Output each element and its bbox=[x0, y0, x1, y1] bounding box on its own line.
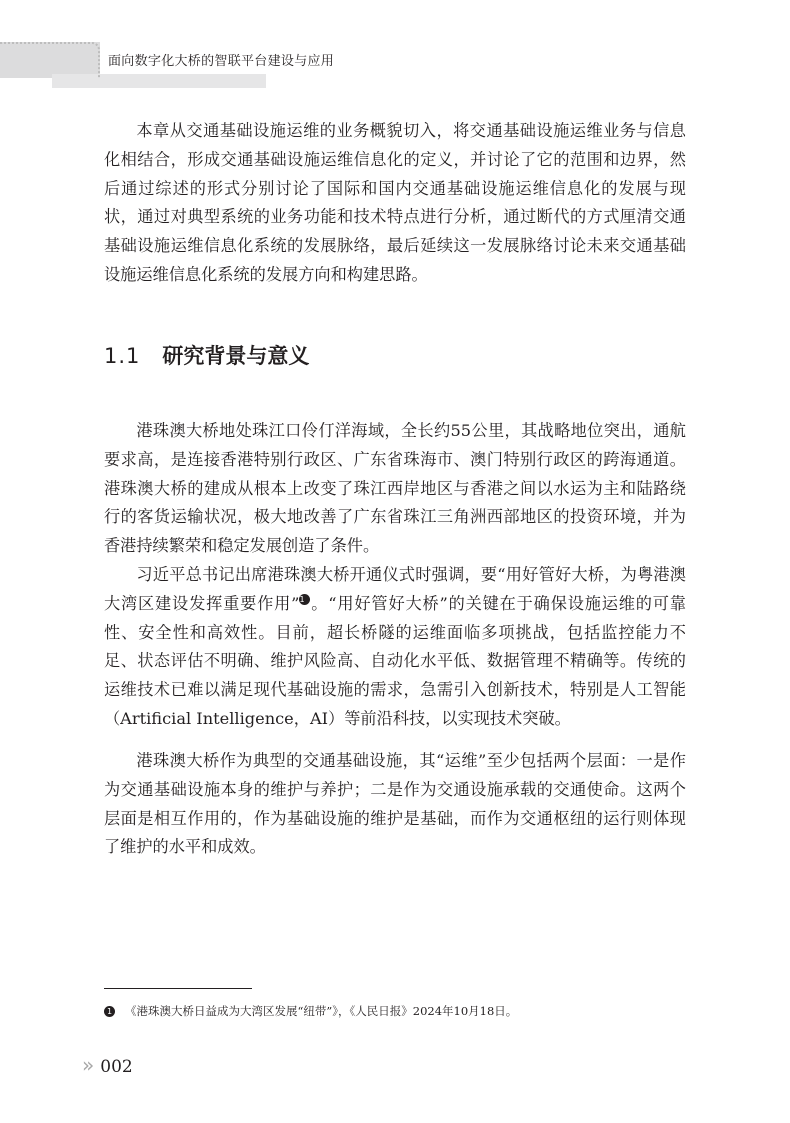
running-head: 面向数字化大桥的智联平台建设与应用 bbox=[108, 54, 335, 69]
page-number: 002 bbox=[100, 1057, 133, 1077]
footnote-marker: 1 bbox=[104, 1006, 115, 1017]
intro-paragraph: 本章从交通基础设施运维的业务概貌切入，将交通基础设施运维业务与信息化相结合，形成交通基础设施运维信息化的定义，并讨论了它的范围和边界，然后通过综述的形式分别讨论了国际和国内交通基础设施运维信息化的发展与现状，通过对典型系统的业务功能和技术特点进行分析，通过断代的方式厘清交通基础设施运维信息化系统的发展脉络，最后延续这一发展脉络讨论未来交通基础设施运维信息化系统的发展方向和构建思路。 bbox=[104, 121, 686, 284]
section-title: 研究背景与意义 bbox=[162, 344, 310, 368]
section-number: 1.1 bbox=[104, 344, 141, 368]
paragraph-2-text-a: 习近平总书记出席港珠澳大桥开通仪式时强调，要“用好管好大桥，为粤港澳大湾区建设发挥重要作用” bbox=[104, 565, 686, 613]
footnote bbox=[104, 1003, 517, 1019]
footnote-rule bbox=[104, 988, 252, 989]
footnote-text: 《港珠澳大桥日益成为大湾区发展“纽带”》，《人民日报》2024年10月18日。 bbox=[125, 1004, 518, 1018]
body-paragraph-3: 港珠澳大桥作为典型的交通基础设施，其“运维”至少包括两个层面：一是作为交通基础设施本身的维护与养护；二是作为交通设施承载的交通使命。这两个层面是相互作用的，作为基础设施的维护是基础，而作为交通枢纽的运行则体现了维护的水平和成效。 bbox=[104, 751, 686, 857]
header-dotted-border bbox=[0, 42, 100, 78]
body-paragraph-2 bbox=[104, 561, 686, 734]
paragraph-2-text-b: 。“用好管好大桥”的关键在于确保设施运维的可靠性、安全性和高效性。目前，超长桥隧的运维面临多项挑战，包括监控能力不足、状态评估不明确、维护风险高、自动化水平低、数据管理不精确等。传统的运维技术已难以满足现代基础设施的需求，急需引入创新技术，特别是人工智能（Artificial Intelligence，AI）等前沿科技，以实现技术突破。 bbox=[104, 593, 686, 728]
body-paragraph-1: 港珠澳大桥地处珠江口伶仃洋海域，全长约55公里，其战略地位突出，通航要求高，是连接香港特别行政区、广东省珠海市、澳门特别行政区的跨海通道。港珠澳大桥的建成从根本上改变了珠江西岸地区与香港之间以水运为主和陆路绕行的客货运输状况，极大地改善了广东省珠江三角洲西部地区的投资环境，并为香港持续繁荣和稳定发展创造了条件。 bbox=[104, 421, 686, 556]
page-folio bbox=[82, 1053, 133, 1077]
footnote-reference-marker[interactable]: 1 bbox=[299, 594, 310, 605]
double-chevron-icon: » bbox=[82, 1053, 95, 1077]
section-heading bbox=[104, 340, 309, 370]
